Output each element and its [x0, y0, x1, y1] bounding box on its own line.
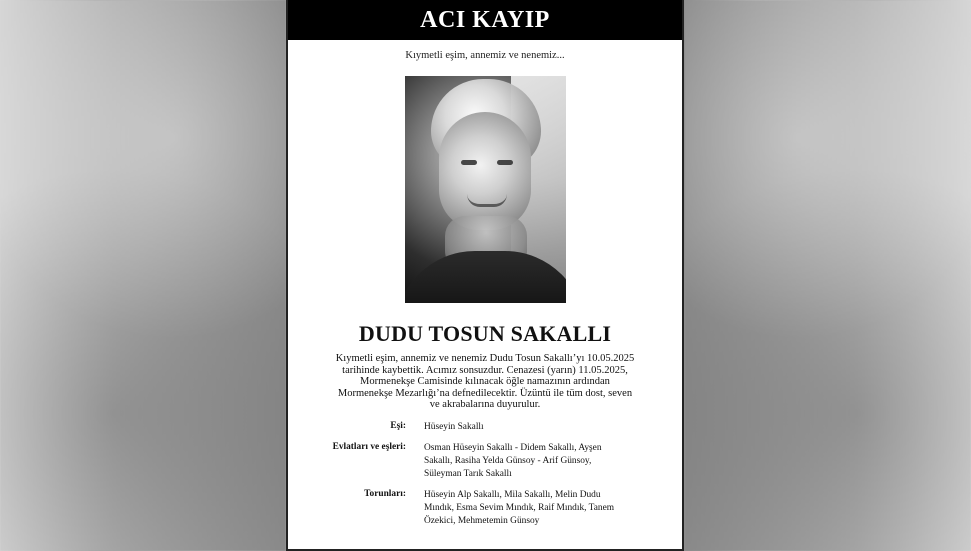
photo-eye-right — [497, 160, 513, 165]
notice-subtitle: Kıymetli eşim, annemiz ve nenemiz... — [405, 50, 565, 61]
spouse-value: Hüseyin Sakallı — [424, 421, 484, 432]
photo-shirt — [405, 251, 566, 303]
background-blur-right — [685, 0, 971, 551]
grandchildren-label: Torunları: — [364, 488, 406, 499]
family-details — [288, 421, 682, 528]
photo-face — [439, 112, 531, 230]
photo-eyes — [461, 160, 513, 170]
deceased-photo — [405, 76, 566, 303]
spouse-label: Eşi: — [390, 420, 406, 431]
spouse-row — [306, 421, 664, 434]
notice-title: ACI KAYIP — [420, 6, 550, 33]
children-value: Osman Hüseyin Sakallı - Didem Sakallı, Ayşen Sakallı, Rasiha Yelda Günsoy - Arif Günsoy, Süleyman Tarık Sakallı — [424, 442, 602, 479]
obituary-notice — [286, 0, 684, 551]
grandchildren-row — [306, 489, 664, 528]
children-row — [306, 442, 664, 481]
photo-eye-left — [461, 160, 477, 165]
deceased-name: DUDU TOSUN SAKALLI — [358, 321, 612, 346]
background-blur-left — [0, 0, 286, 551]
announcement-text: Kıymetli eşim, annemiz ve nenemiz Dudu Tosun Sakallı’yı 10.05.2025 tarihinde kaybettik. Acımız sonsuzdur. Cenazesi (yarın) 11.05.2025, Mormenekşe Camisinde kılınacak öğle namazının ardından Mormenekşe Mezarlığı’na defnedilecektir. Üzüntü ile tüm dost, seven ve akrabalarına duyurulur. — [335, 353, 635, 410]
notice-banner — [288, 0, 682, 40]
grandchildren-value: Hüseyin Alp Sakallı, Mila Sakallı, Melin Dudu Mındık, Esma Sevim Mındık, Raif Mındık, Tanem Özekici, Mehmetemin Günsoy — [424, 489, 615, 526]
children-label: Evlatları ve eşleri: — [332, 441, 406, 452]
photo-mouth — [467, 194, 507, 207]
